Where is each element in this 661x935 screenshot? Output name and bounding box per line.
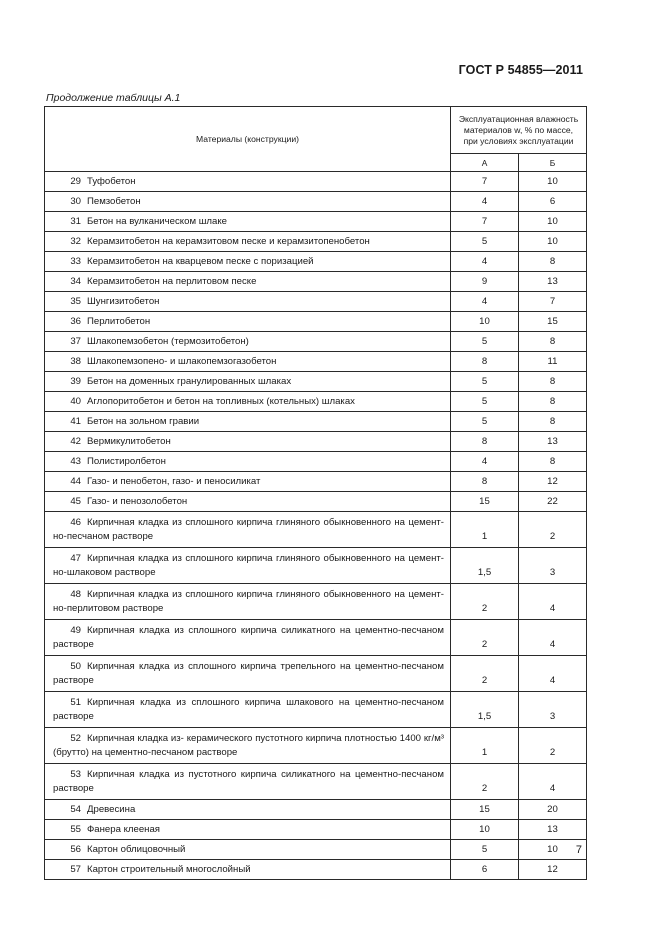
material-cell: [45, 492, 451, 512]
humidity-b-cell: 8: [519, 372, 587, 392]
humidity-a-cell: 5: [451, 840, 519, 860]
row-number: 30: [70, 196, 81, 207]
row-number: 32: [70, 236, 81, 247]
row-number: 46: [70, 517, 81, 528]
humidity-b-cell: 8: [519, 252, 587, 272]
table-body: [45, 172, 587, 880]
material-cell: [45, 312, 451, 332]
humidity-b-cell: 3: [519, 692, 587, 728]
humidity-b-cell: 13: [519, 432, 587, 452]
material-name: Газо- и пенобетон, газо- и пеносиликат: [87, 476, 261, 487]
row-number: 35: [70, 296, 81, 307]
row-number: 57: [70, 864, 81, 875]
material-cell: [45, 452, 451, 472]
material-name: Бетон на зольном гравии: [87, 416, 200, 427]
humidity-a-cell: 2: [451, 656, 519, 692]
humidity-a-cell: 1,5: [451, 692, 519, 728]
material-name: Шлакопемзопено- и шлакопемзогазобетон: [87, 356, 277, 367]
table-row: [45, 800, 587, 820]
standard-code: ГОСТ Р 54855—2011: [458, 63, 583, 77]
material-cell: [45, 352, 451, 372]
material-cell: [45, 472, 451, 492]
materials-humidity-table: [44, 106, 587, 880]
table-row: [45, 212, 587, 232]
row-number: 48: [70, 589, 81, 600]
header-humidity-line: при условиях эксплуатации: [463, 135, 574, 146]
material-cell: [45, 512, 451, 548]
header-condition-a: А: [451, 154, 519, 172]
humidity-b-cell: 10: [519, 840, 587, 860]
table-row: [45, 412, 587, 432]
row-number: 31: [70, 216, 81, 227]
row-number: 33: [70, 256, 81, 267]
table-row: [45, 584, 587, 620]
material-name: Бетон на доменных гранулированных шлаках: [87, 376, 292, 387]
row-number: 37: [70, 336, 81, 347]
material-name: Шунгизитобетон: [87, 296, 160, 307]
humidity-a-cell: 8: [451, 472, 519, 492]
table-row: [45, 432, 587, 452]
humidity-a-cell: 10: [451, 820, 519, 840]
row-number: 43: [70, 456, 81, 467]
table-row: [45, 392, 587, 412]
table-caption: Продолжение таблицы А.1: [46, 92, 181, 104]
material-name: Полистиролбетон: [87, 456, 166, 467]
humidity-b-cell: 4: [519, 584, 587, 620]
humidity-a-cell: 6: [451, 860, 519, 880]
humidity-b-cell: 3: [519, 548, 587, 584]
table-row: [45, 252, 587, 272]
material-cell: [45, 620, 451, 656]
material-name: Керамзитобетон на керамзитовом песке и керамзитопенобетон: [87, 236, 370, 247]
material-name: Вермикулитобетон: [87, 436, 171, 447]
material-name: Кирпичная кладка из сплошного кирпича шлакового на цементно-песчаном растворе: [53, 697, 444, 722]
humidity-a-cell: 7: [451, 172, 519, 192]
header-condition-b: Б: [519, 154, 587, 172]
material-cell: [45, 432, 451, 452]
material-name: Кирпичная кладка из сплошного кирпича глиняного обыкновенного на цемент-но-перлитовом растворе: [53, 589, 444, 614]
material-name: Картон строительный многослойный: [87, 864, 251, 875]
material-name: Пемзобетон: [87, 196, 141, 207]
material-name: Керамзитобетон на перлитовом песке: [87, 276, 257, 287]
row-number: 56: [70, 844, 81, 855]
material-name: Кирпичная кладка из пустотного кирпича силикатного на цементно-песчаном растворе: [53, 769, 444, 794]
humidity-a-cell: 4: [451, 252, 519, 272]
row-number: 29: [70, 176, 81, 187]
row-number: 51: [70, 697, 81, 708]
material-name: Картон облицовочный: [87, 844, 186, 855]
humidity-b-cell: 6: [519, 192, 587, 212]
humidity-a-cell: 4: [451, 452, 519, 472]
table-row: [45, 764, 587, 800]
humidity-b-cell: 13: [519, 820, 587, 840]
humidity-a-cell: 2: [451, 584, 519, 620]
material-cell: [45, 840, 451, 860]
humidity-b-cell: 12: [519, 472, 587, 492]
humidity-b-cell: 20: [519, 800, 587, 820]
humidity-b-cell: 10: [519, 172, 587, 192]
material-cell: [45, 372, 451, 392]
material-name: Древесина: [87, 804, 136, 815]
humidity-a-cell: 1: [451, 512, 519, 548]
table-row: [45, 312, 587, 332]
header-humidity: [451, 107, 587, 154]
table-row: [45, 492, 587, 512]
humidity-a-cell: 2: [451, 764, 519, 800]
row-number: 55: [70, 824, 81, 835]
humidity-b-cell: 4: [519, 620, 587, 656]
row-number: 41: [70, 416, 81, 427]
humidity-b-cell: 4: [519, 656, 587, 692]
row-number: 50: [70, 661, 81, 672]
humidity-b-cell: 2: [519, 728, 587, 764]
humidity-a-cell: 5: [451, 392, 519, 412]
humidity-a-cell: 15: [451, 492, 519, 512]
material-cell: [45, 764, 451, 800]
row-number: 36: [70, 316, 81, 327]
row-number: 40: [70, 396, 81, 407]
material-cell: [45, 728, 451, 764]
material-cell: [45, 232, 451, 252]
material-cell: [45, 692, 451, 728]
page-number: 7: [575, 844, 582, 856]
table-row: [45, 472, 587, 492]
material-cell: [45, 332, 451, 352]
row-number: 53: [70, 769, 81, 780]
humidity-b-cell: 15: [519, 312, 587, 332]
row-number: 52: [70, 733, 81, 744]
humidity-a-cell: 4: [451, 192, 519, 212]
humidity-a-cell: 5: [451, 372, 519, 392]
humidity-a-cell: 2: [451, 620, 519, 656]
table-row: [45, 172, 587, 192]
material-cell: [45, 252, 451, 272]
humidity-b-cell: 11: [519, 352, 587, 372]
humidity-b-cell: 10: [519, 212, 587, 232]
material-cell: [45, 212, 451, 232]
material-cell: [45, 548, 451, 584]
table-row: [45, 272, 587, 292]
material-name: Кирпичная кладка из- керамического пустотного кирпича плотностью 1400 кг/м³ (брутто) на цементно-песчаном растворе: [53, 733, 444, 758]
material-name: Кирпичная кладка из сплошного кирпича трепельного на цементно-песчаном растворе: [53, 661, 444, 686]
material-name: Фанера клееная: [87, 824, 161, 835]
table-row: [45, 728, 587, 764]
humidity-b-cell: 8: [519, 332, 587, 352]
material-name: Кирпичная кладка из сплошного кирпича силикатного на цементно-песчаном растворе: [53, 625, 444, 650]
humidity-b-cell: 8: [519, 412, 587, 432]
material-cell: [45, 656, 451, 692]
humidity-a-cell: 1,5: [451, 548, 519, 584]
humidity-a-cell: 5: [451, 232, 519, 252]
material-cell: [45, 392, 451, 412]
table-row: [45, 192, 587, 212]
material-cell: [45, 860, 451, 880]
table-row: [45, 452, 587, 472]
humidity-b-cell: 8: [519, 392, 587, 412]
table-row: [45, 548, 587, 584]
humidity-b-cell: 10: [519, 232, 587, 252]
material-cell: [45, 272, 451, 292]
row-number: 45: [70, 496, 81, 507]
header-materials: Материалы (конструкции): [45, 107, 451, 172]
humidity-a-cell: 15: [451, 800, 519, 820]
row-number: 54: [70, 804, 81, 815]
material-name: Туфобетон: [87, 176, 136, 187]
material-name: Шлакопемзобетон (термозитобетон): [87, 336, 249, 347]
material-name: Бетон на вулканическом шлаке: [87, 216, 227, 227]
table-row: [45, 352, 587, 372]
humidity-b-cell: 8: [519, 452, 587, 472]
humidity-a-cell: 7: [451, 212, 519, 232]
row-number: 39: [70, 376, 81, 387]
table-row: [45, 692, 587, 728]
row-number: 42: [70, 436, 81, 447]
material-name: Перлитобетон: [87, 316, 151, 327]
material-cell: [45, 800, 451, 820]
table-row: [45, 860, 587, 880]
row-number: 34: [70, 276, 81, 287]
material-name: Кирпичная кладка из сплошного кирпича глиняного обыкновенного на цемент-но-песчаном растворе: [53, 517, 444, 542]
table-row: [45, 620, 587, 656]
row-number: 47: [70, 553, 81, 564]
table-row: [45, 840, 587, 860]
humidity-a-cell: 5: [451, 332, 519, 352]
table-row: [45, 232, 587, 252]
humidity-a-cell: 1: [451, 728, 519, 764]
material-cell: [45, 192, 451, 212]
row-number: 49: [70, 625, 81, 636]
row-number: 44: [70, 476, 81, 487]
table-row: [45, 292, 587, 312]
material-name: Кирпичная кладка из сплошного кирпича глиняного обыкновенного на цемент-но-шлаковом растворе: [53, 553, 444, 578]
humidity-a-cell: 9: [451, 272, 519, 292]
material-name: Газо- и пенозолобетон: [87, 496, 188, 507]
material-name: Керамзитобетон на кварцевом песке с поризацией: [87, 256, 314, 267]
humidity-a-cell: 5: [451, 412, 519, 432]
material-cell: [45, 584, 451, 620]
material-cell: [45, 172, 451, 192]
table-row: [45, 332, 587, 352]
humidity-a-cell: 10: [451, 312, 519, 332]
humidity-a-cell: 4: [451, 292, 519, 312]
humidity-b-cell: 22: [519, 492, 587, 512]
header-humidity-line: материалов w, % по массе,: [463, 124, 574, 135]
table-row: [45, 512, 587, 548]
header-humidity-line: Эксплуатационная влажность: [458, 113, 579, 124]
material-cell: [45, 292, 451, 312]
humidity-a-cell: 8: [451, 352, 519, 372]
table-row: [45, 372, 587, 392]
table-row: [45, 820, 587, 840]
humidity-b-cell: 12: [519, 860, 587, 880]
humidity-b-cell: 2: [519, 512, 587, 548]
material-name: Аглопоритобетон и бетон на топливных (котельных) шлаках: [87, 396, 355, 407]
material-cell: [45, 412, 451, 432]
humidity-b-cell: 13: [519, 272, 587, 292]
humidity-b-cell: 4: [519, 764, 587, 800]
humidity-a-cell: 8: [451, 432, 519, 452]
row-number: 38: [70, 356, 81, 367]
humidity-b-cell: 7: [519, 292, 587, 312]
material-cell: [45, 820, 451, 840]
table-row: [45, 656, 587, 692]
